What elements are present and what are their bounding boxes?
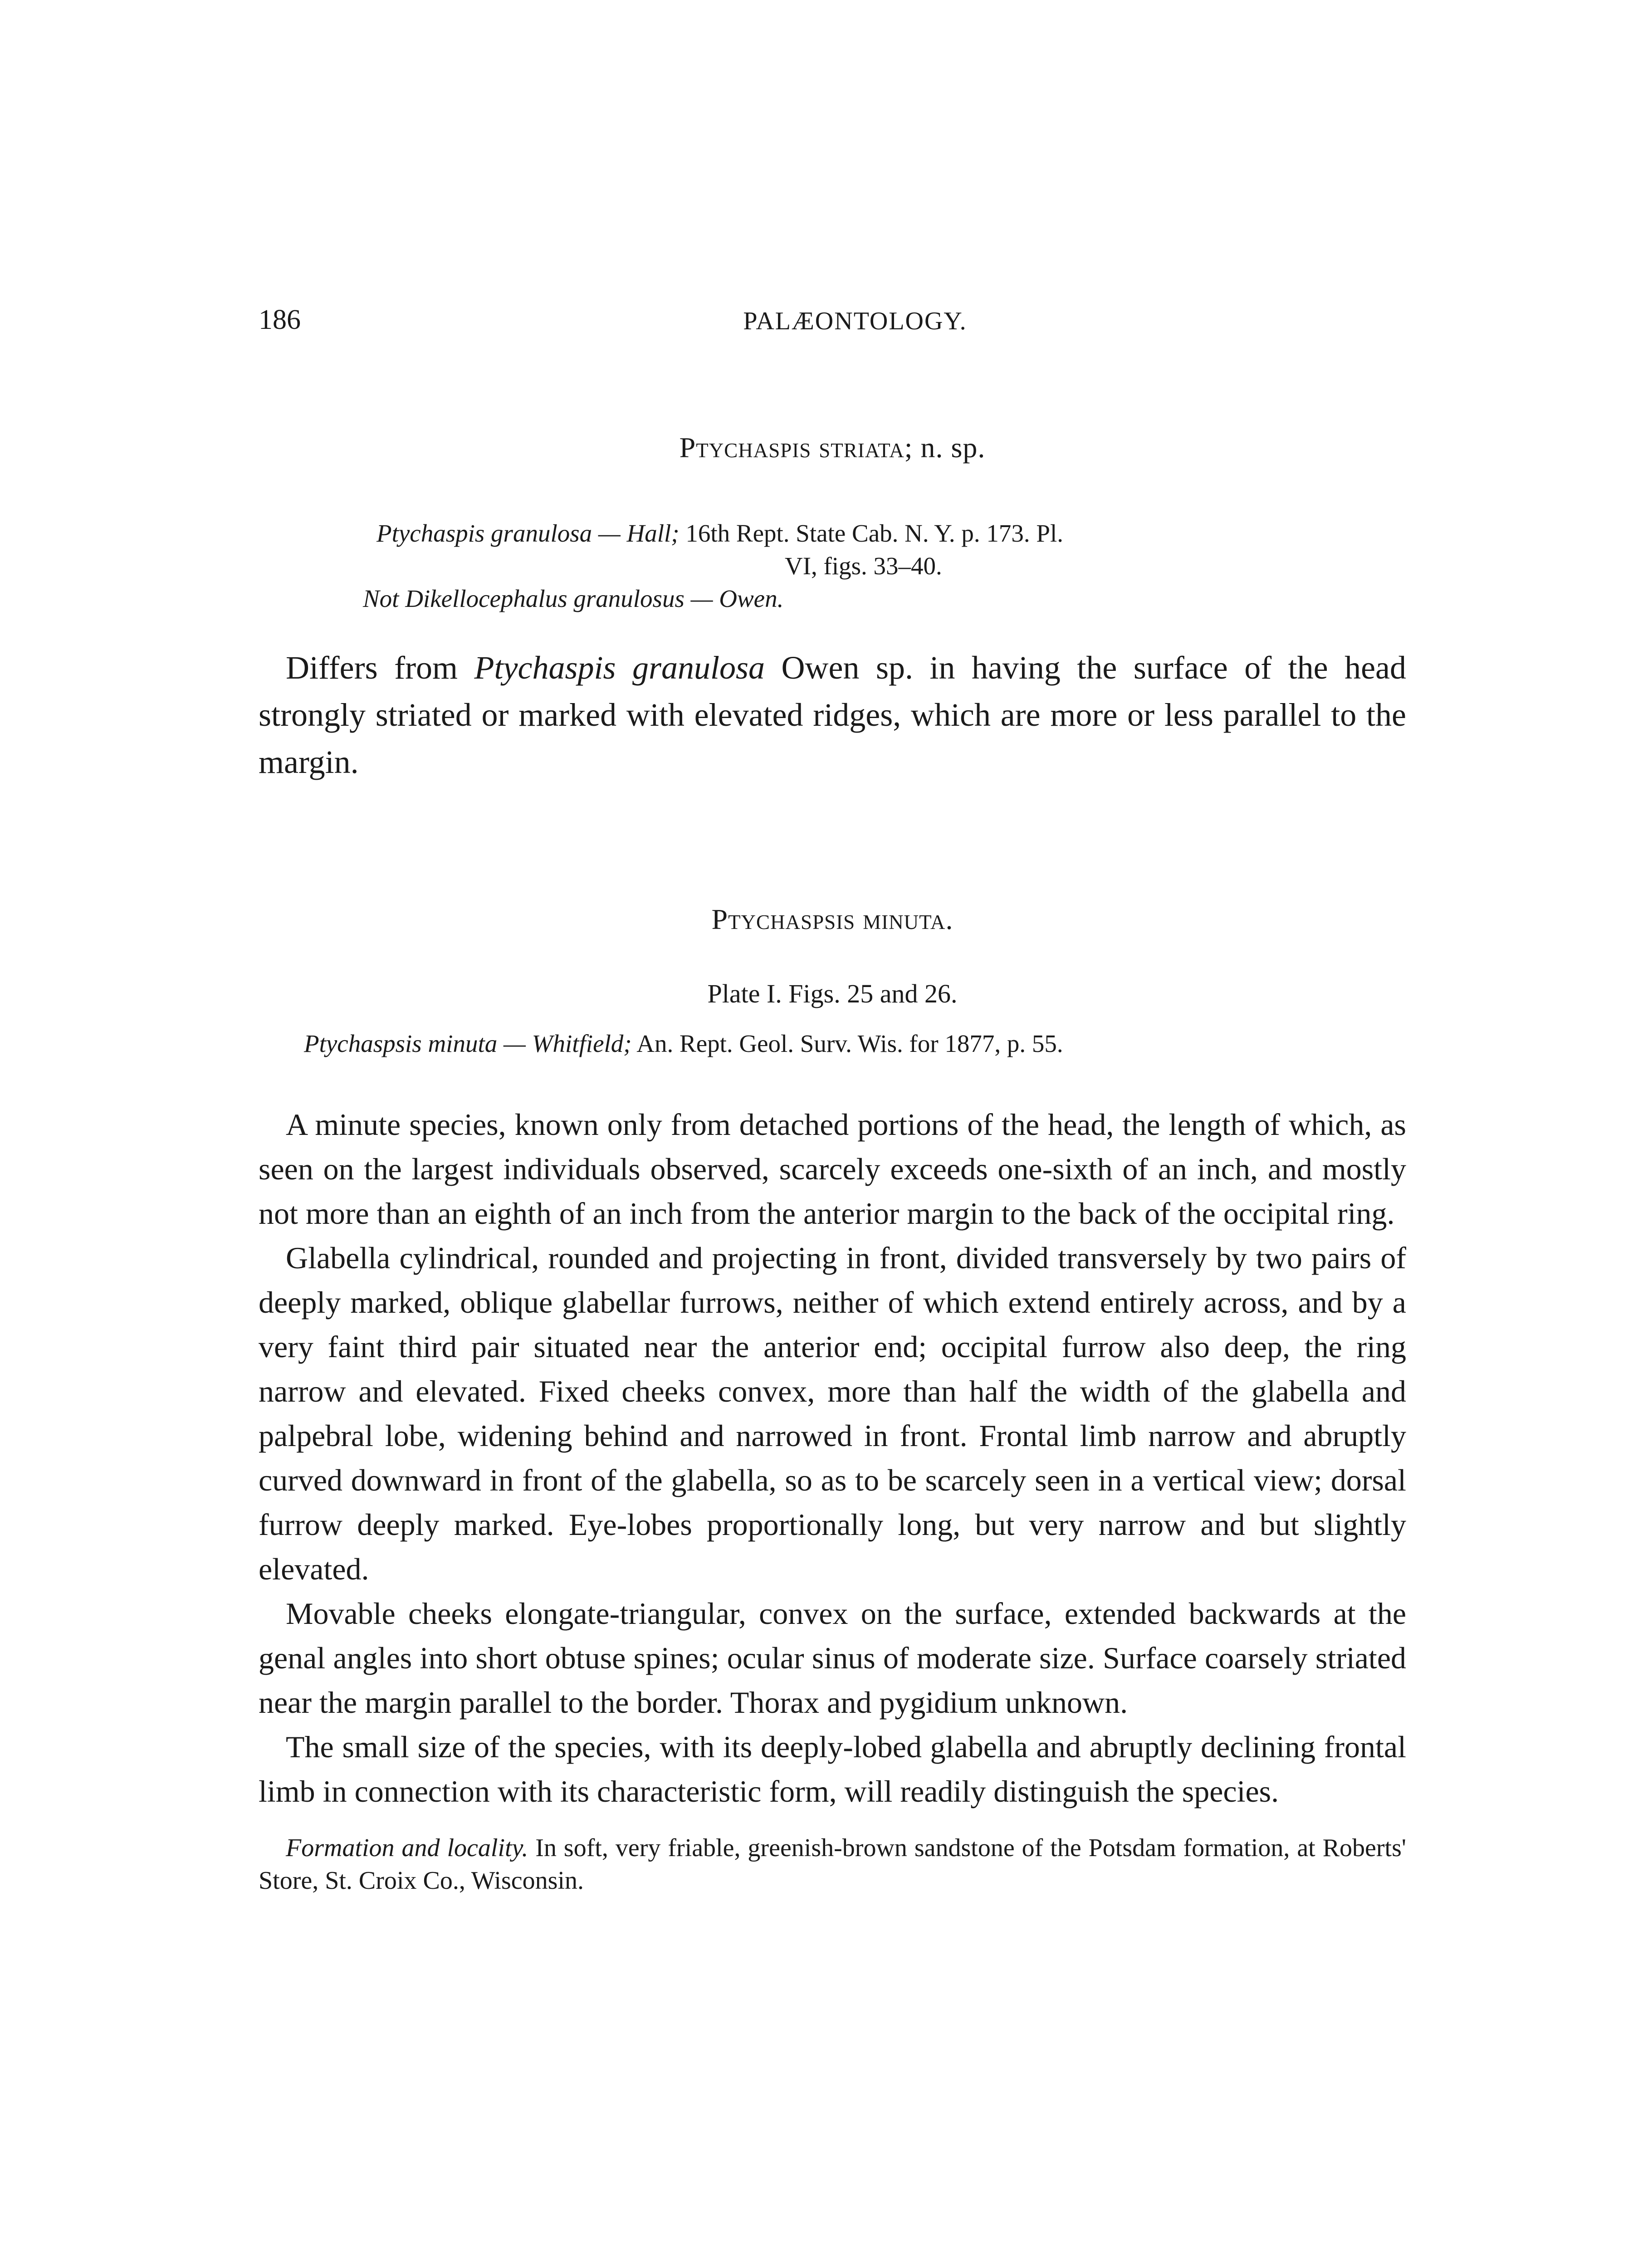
paragraph: Glabella cylindrical, rounded and projecting in front, divided transversely by two pairs of deeply marked, oblique glabellar furrows, neither of which extend entirely across, and by a very faint third pair situated near the anterior end; occipital furrow also deep, the ring narrow and elevated. Fixed cheeks convex, more than half the width of the glabella and palpebral lobe, widening behind and narrowed in front. Frontal limb narrow and abruptly curved downward in front of the glabella, so as to be scarcely seen in a vertical view; dorsal furrow deeply marked. Eye-lobes proportionally long, but very narrow and but slightly elevated. xyxy=(259,1241,1406,1586)
synonymy-italic: Ptychaspsis minuta — Whitfield; xyxy=(304,1030,632,1057)
species-name: Ptychaspis granulosa xyxy=(474,650,765,686)
formation-text: In soft, very friable, greenish-brown sandstone of the Potsdam formation, at Roberts' Store, St. Croix Co., Wisconsin. xyxy=(259,1834,1406,1895)
synonymy-reference: An. Rept. Geol. Surv. Wis. for 1877, p. 55. xyxy=(631,1030,1063,1057)
formation-label: Formation and locality. xyxy=(286,1834,528,1862)
page-number: 186 xyxy=(259,304,301,335)
section1-description xyxy=(259,644,1406,786)
synonymy-reference: VI, figs. 33–40. xyxy=(785,552,942,580)
page-header xyxy=(259,304,1406,349)
text-run: Owen sp. in having the surface of the head strongly striated or marked with elevated ridges, which are more or less parallel to the margin. xyxy=(259,650,1407,780)
section2-synonymy xyxy=(259,1027,1406,1060)
formation-locality xyxy=(259,1832,1406,1897)
paragraph xyxy=(259,644,1406,786)
synonymy-italic: Ptychaspis granulosa — Hall; xyxy=(376,519,680,547)
section2-description xyxy=(259,1102,1406,1897)
section1-title xyxy=(259,431,1406,464)
synonymy-italic: Not Dikellocephalus granulosus — Owen. xyxy=(363,585,784,612)
synonymy-line xyxy=(259,550,1406,582)
synonymy-line xyxy=(259,517,1406,550)
section1-title-suffix: ; n. sp. xyxy=(904,431,986,464)
section1-title-name: Ptychaspis striata xyxy=(679,431,905,464)
running-head: PALÆONTOLOGY. xyxy=(743,307,967,335)
synonymy-line xyxy=(259,582,1406,615)
text-run: Differs from xyxy=(286,650,474,686)
paragraph: A minute species, known only from detached portions of the head, the length of which, as seen on the largest individuals observed, scarcely exceeds one-sixth of an inch, and mostly not more than an eighth of an inch from the anterior margin to the back of the occipital ring. xyxy=(259,1107,1406,1231)
paragraph: Movable cheeks elongate-triangular, convex on the surface, extended backwards at the genal angles into short obtuse spines; ocular sinus of moderate size. Surface coarsely striated near the margin parallel to the border. Thorax and pygidium unknown. xyxy=(259,1596,1406,1720)
paragraph: The small size of the species, with its deeply-lobed glabella and abruptly declining frontal limb in connection with its characteristic form, will readily distinguish the species. xyxy=(259,1730,1406,1809)
synonymy-reference: 16th Rept. State Cab. N. Y. p. 173. Pl. xyxy=(679,519,1064,547)
section1-synonymy xyxy=(259,517,1406,615)
plate-reference: Plate I. Figs. 25 and 26. xyxy=(707,979,958,1008)
section2-title: Ptychaspsis minuta. xyxy=(711,903,953,935)
